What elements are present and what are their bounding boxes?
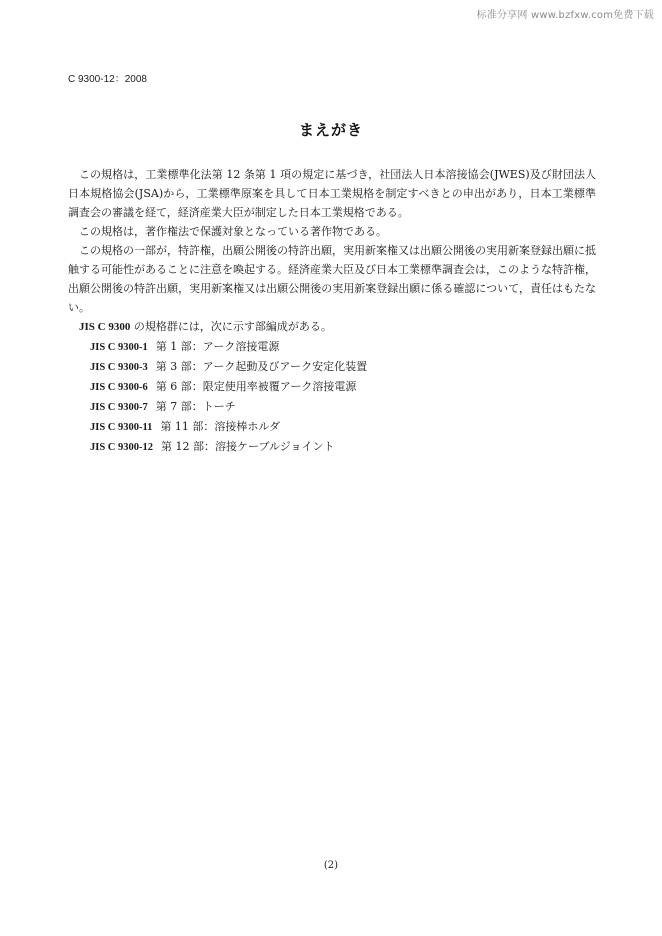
list-item bbox=[90, 437, 596, 457]
watermark-text: 标准分享网 www.bzfxw.com免费下载 bbox=[476, 10, 654, 21]
part-title: 第 7 部：トーチ bbox=[155, 400, 236, 413]
part-code: JIS C 9300-1 bbox=[90, 342, 148, 353]
jis-series-text: の規格群には，次に示す部編成がある。 bbox=[130, 320, 332, 333]
list-item bbox=[90, 397, 596, 417]
part-title: 第 1 部：アーク溶接電源 bbox=[155, 340, 280, 353]
part-code: JIS C 9300-3 bbox=[90, 362, 148, 373]
page-title: まえがき bbox=[298, 121, 363, 139]
list-item bbox=[90, 377, 596, 397]
jis-series-intro bbox=[68, 317, 596, 337]
page-number: (2) bbox=[323, 860, 339, 871]
part-title: 第 12 部：溶接ケーブルジョイント bbox=[161, 440, 335, 453]
foreword-body bbox=[68, 165, 596, 457]
part-code: JIS C 9300-11 bbox=[90, 422, 153, 433]
paragraph-enactment: この規格は，工業標準化法第 12 条第 1 項の規定に基づき，社団法人日本溶接協会(JWES)及び財団法人日本規格協会(JSA)から，工業標準原案を具して日本工業規格を制定すべきとの申出があり，日本工業標準調査会の審議を経て，経済産業大臣が制定した日本工業規格である。 bbox=[68, 168, 596, 219]
paragraph-patent-notice: この規格の一部が，特許権，出願公開後の特許出願，実用新案権又は出願公開後の実用新案登録出願に抵触する可能性があることに注意を喚起する。経済産業大臣及び日本工業標準調査会は，このような特許権，出願公開後の特許出願，実用新案権又は出願公開後の実用新案登録出願に係る確認について，責任はもたない。 bbox=[68, 244, 596, 314]
part-code: JIS C 9300-12 bbox=[90, 442, 154, 453]
part-title: 第 6 部：限定使用率被覆アーク溶接電源 bbox=[155, 380, 357, 393]
paragraph-copyright: この規格は，著作権法で保護対象となっている著作物である。 bbox=[79, 225, 387, 238]
jis-series-code: JIS C 9300 bbox=[79, 321, 131, 333]
document-code: C 9300-12：2008 bbox=[68, 74, 147, 85]
list-item bbox=[90, 417, 596, 437]
part-code: JIS C 9300-7 bbox=[90, 402, 148, 413]
part-title: 第 11 部：溶接棒ホルダ bbox=[160, 420, 280, 433]
list-item bbox=[90, 357, 596, 377]
part-code: JIS C 9300-6 bbox=[90, 382, 148, 393]
parts-list bbox=[68, 337, 596, 457]
list-item bbox=[90, 337, 596, 357]
part-title: 第 3 部：アーク起動及びアーク安定化装置 bbox=[155, 360, 368, 373]
